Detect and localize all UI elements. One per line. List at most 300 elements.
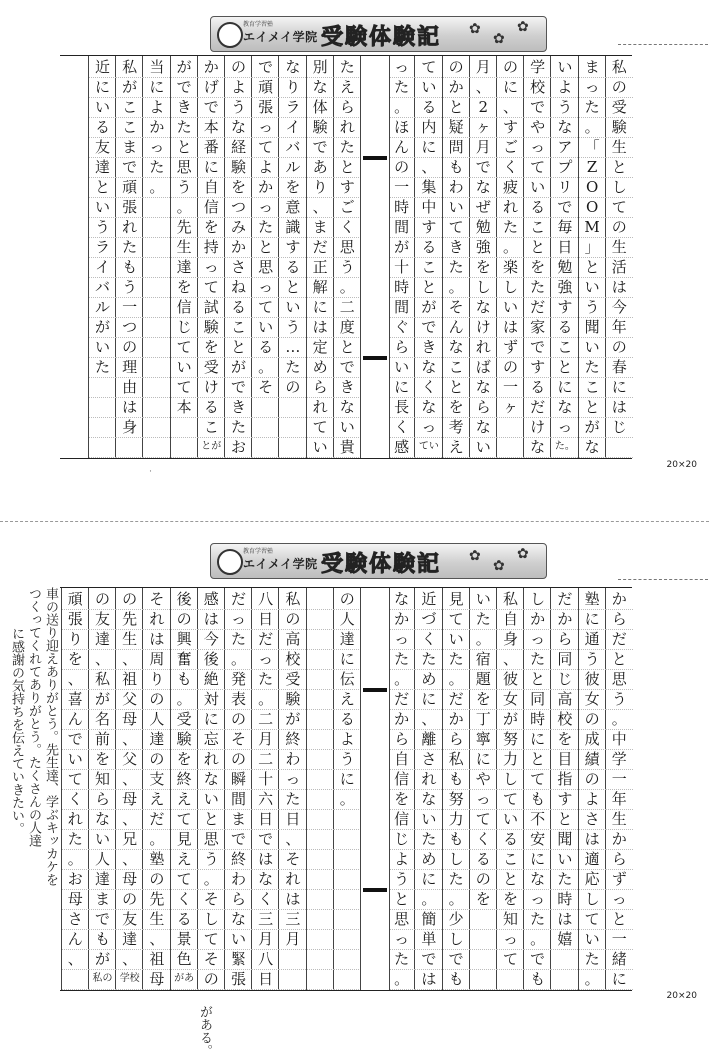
manuscript-cell: 試 [198, 297, 225, 318]
manuscript-cell: 本 [171, 397, 198, 418]
manuscript-cell: 終 [225, 849, 252, 870]
manuscript-cell: 一 [388, 177, 415, 198]
manuscript-cell: こ [551, 337, 578, 358]
manuscript-cell: 、 [415, 157, 442, 178]
school-logo-icon [217, 22, 243, 48]
manuscript-cell: 校 [279, 649, 306, 670]
manuscript-cell: ら [89, 789, 116, 810]
manuscript-cell: て [62, 769, 89, 790]
manuscript-cell: 時 [388, 197, 415, 218]
manuscript-cell: 周 [143, 649, 170, 670]
manuscript-cell: し [524, 589, 551, 610]
manuscript-cell: ま [307, 217, 334, 238]
manuscript-cell: 力 [443, 809, 470, 830]
manuscript-cell: 、 [415, 709, 442, 730]
manuscript-column [142, 588, 170, 990]
manuscript-cell: な [388, 589, 415, 610]
manuscript-cell: を [198, 217, 225, 238]
manuscript-cell [334, 949, 361, 970]
manuscript-cell: 今 [606, 297, 633, 318]
manuscript-cell: 伝 [334, 669, 361, 690]
manuscript-cell: じ [606, 417, 633, 438]
manuscript-cell: を [470, 257, 497, 278]
manuscript-cell: て [171, 337, 198, 358]
manuscript-cell: う [334, 749, 361, 770]
manuscript-cell: 張 [62, 609, 89, 630]
page-title: 受験体験記 [321, 25, 442, 50]
manuscript-cell: 、 [116, 769, 143, 790]
manuscript-cell: れ [307, 397, 334, 418]
manuscript-cell: 三 [279, 909, 306, 930]
manuscript-cell: た。 [551, 437, 578, 458]
manuscript-cell: と [579, 257, 606, 278]
manuscript-column [387, 588, 415, 990]
title-banner [210, 543, 547, 579]
manuscript-cell: で [443, 949, 470, 970]
manuscript-cell: 題 [470, 669, 497, 690]
manuscript-cell: た [334, 137, 361, 158]
manuscript-column [469, 588, 497, 990]
manuscript-cell: い [252, 317, 279, 338]
manuscript-cell: 年 [606, 317, 633, 338]
manuscript-cell: 二 [334, 297, 361, 318]
manuscript-cell: 日 [279, 809, 306, 830]
manuscript-cell: 友 [116, 909, 143, 930]
manuscript-cell: も [524, 789, 551, 810]
fold-tick [363, 356, 387, 360]
manuscript-cell: て [252, 297, 279, 318]
manuscript-cell: の [497, 57, 524, 78]
manuscript-cell: な [307, 77, 334, 98]
manuscript-cell: と [579, 397, 606, 418]
manuscript-cell: 母 [116, 869, 143, 890]
manuscript-cell: い [415, 77, 442, 98]
manuscript-cell: い [470, 589, 497, 610]
manuscript-cell: ル [279, 157, 306, 178]
manuscript-cell: の [171, 609, 198, 630]
manuscript-cell: 聞 [579, 317, 606, 338]
manuscript-cell: で [415, 317, 442, 338]
manuscript-cell: リ [551, 177, 578, 198]
manuscript-cell: う [334, 257, 361, 278]
manuscript-cell: 宿 [470, 649, 497, 670]
manuscript-cell: れ [497, 197, 524, 218]
essay-sheet-page-1 [0, 0, 709, 520]
manuscript-cell: と [334, 157, 361, 178]
manuscript-cell: ら [307, 377, 334, 398]
manuscript-cell: も [116, 257, 143, 278]
manuscript-cell: じ [388, 829, 415, 850]
manuscript-cell: に [334, 649, 361, 670]
manuscript-cell: は [279, 889, 306, 910]
manuscript-cell: き [171, 97, 198, 118]
manuscript-cell: を [443, 397, 470, 418]
manuscript-cell: こ [116, 97, 143, 118]
manuscript-cell: う [388, 869, 415, 890]
manuscript-cell: た [579, 97, 606, 118]
manuscript-cell: は [415, 969, 442, 990]
manuscript-cell: ぜ [470, 197, 497, 218]
manuscript-cell [307, 589, 334, 610]
manuscript-cell: ル [89, 297, 116, 318]
manuscript-cell: 体 [307, 97, 334, 118]
manuscript-cell [143, 277, 170, 298]
manuscript-cell: く [388, 417, 415, 438]
manuscript-cell: 同 [524, 689, 551, 710]
manuscript-cell: た [443, 869, 470, 890]
manuscript-cell: は [551, 909, 578, 930]
manuscript-cell: 。 [579, 117, 606, 138]
manuscript-cell: っ [225, 609, 252, 630]
manuscript-cell: 頑 [116, 177, 143, 198]
manuscript-cell: 、 [470, 77, 497, 98]
manuscript-cell: 、 [89, 649, 116, 670]
manuscript-cell: え [171, 849, 198, 870]
date-line [618, 44, 708, 45]
manuscript-column [442, 588, 470, 990]
manuscript-cell: 貴 [334, 437, 361, 458]
manuscript-cell: り [279, 77, 306, 98]
manuscript-cell: 思 [334, 237, 361, 258]
manuscript-cell: っ [252, 277, 279, 298]
manuscript-cell: と [524, 237, 551, 258]
manuscript-cell: る [470, 849, 497, 870]
manuscript-cell: 。 [171, 197, 198, 218]
manuscript-cell: に [143, 77, 170, 98]
manuscript-cell: ず [606, 869, 633, 890]
manuscript-cell: 、 [116, 649, 143, 670]
manuscript-cell [252, 397, 279, 418]
manuscript-cell: 達 [143, 729, 170, 750]
manuscript-cell: た [415, 829, 442, 850]
manuscript-cell: も [171, 669, 198, 690]
manuscript-cell: え [171, 789, 198, 810]
manuscript-cell: れ [279, 869, 306, 890]
manuscript-cell: 高 [551, 689, 578, 710]
manuscript-cell: 張 [252, 97, 279, 118]
manuscript-grid [60, 587, 632, 991]
manuscript-cell: ん [62, 929, 89, 950]
manuscript-cell: の [116, 589, 143, 610]
manuscript-cell: と [198, 809, 225, 830]
manuscript-cell: は [252, 849, 279, 870]
manuscript-cell: 「 [579, 137, 606, 158]
manuscript-cell: 私の [89, 969, 116, 990]
manuscript-cell: よ [334, 729, 361, 750]
manuscript-cell: い [225, 929, 252, 950]
manuscript-cell: さ [62, 909, 89, 930]
manuscript-cell: と [606, 649, 633, 670]
manuscript-cell: ら [388, 729, 415, 750]
manuscript-cell: や [524, 117, 551, 138]
manuscript-cell: だ [143, 809, 170, 830]
manuscript-cell: ん [443, 317, 470, 338]
manuscript-cell: の [334, 589, 361, 610]
manuscript-cell: を [388, 789, 415, 810]
manuscript-cell: 。 [334, 277, 361, 298]
manuscript-cell [143, 377, 170, 398]
manuscript-cell: の [143, 749, 170, 770]
manuscript-cell: 十 [252, 769, 279, 790]
manuscript-cell: っ [143, 137, 170, 158]
manuscript-cell: 。 [171, 689, 198, 710]
manuscript-column [88, 588, 116, 990]
manuscript-cell: る [415, 97, 442, 118]
manuscript-cell: る [497, 829, 524, 850]
manuscript-cell: れ [470, 337, 497, 358]
manuscript-cell [307, 729, 334, 750]
manuscript-cell [307, 789, 334, 810]
manuscript-cell [470, 929, 497, 950]
manuscript-cell: う [579, 649, 606, 670]
manuscript-column [523, 56, 551, 458]
manuscript-cell: は [307, 317, 334, 338]
manuscript-cell: 喜 [62, 689, 89, 710]
manuscript-cell [334, 909, 361, 930]
manuscript-cell: て [524, 157, 551, 178]
manuscript-cell: 父 [116, 749, 143, 770]
manuscript-cell: い [89, 197, 116, 218]
manuscript-cell: ラ [279, 97, 306, 118]
manuscript-cell: 強 [470, 237, 497, 258]
manuscript-cell [307, 949, 334, 970]
manuscript-cell: で [415, 949, 442, 970]
manuscript-cell: こ [443, 357, 470, 378]
center-fold [360, 588, 390, 990]
manuscript-cell [143, 337, 170, 358]
manuscript-cell: 自 [497, 609, 524, 630]
manuscript-cell: れ [198, 749, 225, 770]
manuscript-cell: 通 [579, 629, 606, 650]
manuscript-cell: の [225, 57, 252, 78]
manuscript-cell: 見 [171, 829, 198, 850]
manuscript-cell: な [470, 377, 497, 398]
margin-note-line: に感謝の気持ちを伝えていきたい。 [9, 627, 24, 835]
manuscript-cell: は [116, 397, 143, 418]
manuscript-cell: で [252, 57, 279, 78]
manuscript-cell: を [225, 177, 252, 198]
manuscript-column [278, 56, 306, 458]
manuscript-cell: こ [497, 849, 524, 870]
manuscript-cell: え [334, 77, 361, 98]
manuscript-cell: あ [307, 157, 334, 178]
manuscript-cell: 終 [279, 729, 306, 750]
manuscript-cell: 度 [334, 317, 361, 338]
manuscript-cell: 先 [143, 889, 170, 910]
manuscript-cell: そ [198, 889, 225, 910]
manuscript-cell: な [579, 437, 606, 458]
manuscript-cell: く [415, 629, 442, 650]
manuscript-cell: は [497, 317, 524, 338]
manuscript-cell [279, 417, 306, 438]
manuscript-cell: た [279, 789, 306, 810]
manuscript-cell: 二 [252, 709, 279, 730]
manuscript-cell: 当 [143, 57, 170, 78]
manuscript-cell: 思 [198, 829, 225, 850]
manuscript-cell: に [198, 157, 225, 178]
manuscript-cell: る [279, 257, 306, 278]
manuscript-cell: 知 [497, 909, 524, 930]
manuscript-cell: 。 [388, 97, 415, 118]
manuscript-cell: わ [279, 749, 306, 770]
stray-mark: ˙ [148, 470, 153, 481]
manuscript-cell: の [225, 709, 252, 730]
manuscript-cell: そ [198, 949, 225, 970]
manuscript-cell: た [225, 417, 252, 438]
manuscript-cell: な [279, 57, 306, 78]
manuscript-cell: ん [388, 137, 415, 158]
manuscript-cell: ら [606, 849, 633, 870]
manuscript-column [170, 588, 198, 990]
manuscript-cell: す [334, 177, 361, 198]
manuscript-cell: に [415, 137, 442, 158]
manuscript-cell: の [116, 337, 143, 358]
manuscript-cell: 験 [198, 317, 225, 338]
manuscript-cell: 問 [443, 137, 470, 158]
manuscript-cell: 。 [252, 689, 279, 710]
manuscript-cell: 前 [89, 729, 116, 750]
manuscript-cell: 友 [89, 609, 116, 630]
fold-tick [363, 888, 387, 892]
fold-tick [363, 156, 387, 160]
manuscript-cell: 。 [198, 869, 225, 890]
page-separator [0, 521, 709, 522]
manuscript-cell: な [415, 789, 442, 810]
manuscript-cell: 。 [334, 789, 361, 810]
manuscript-cell: に [606, 969, 633, 990]
manuscript-cell: な [470, 297, 497, 318]
manuscript-cell: き [415, 337, 442, 358]
manuscript-cell: な [225, 117, 252, 138]
manuscript-cell: 塾 [143, 849, 170, 870]
manuscript-cell: っ [252, 117, 279, 138]
manuscript-cell: 簡 [415, 909, 442, 930]
manuscript-cell: り [143, 669, 170, 690]
manuscript-cell: 学 [524, 57, 551, 78]
manuscript-cell: こ [198, 417, 225, 438]
manuscript-column [550, 56, 578, 458]
manuscript-cell [334, 969, 361, 990]
manuscript-cell: ア [551, 137, 578, 158]
manuscript-cell: た [334, 57, 361, 78]
logo-name: エイメイ学院 [243, 557, 318, 571]
manuscript-column [224, 588, 252, 990]
manuscript-cell [143, 217, 170, 238]
manuscript-cell: る [334, 709, 361, 730]
manuscript-cell: と [89, 177, 116, 198]
manuscript-cell: ら [470, 397, 497, 418]
manuscript-cell: か [198, 57, 225, 78]
manuscript-cell: そ [225, 729, 252, 750]
manuscript-cell: て [443, 609, 470, 630]
manuscript-cell: で [89, 909, 116, 930]
manuscript-cell: っ [415, 417, 442, 438]
manuscript-cell: た [579, 949, 606, 970]
manuscript-cell: て [443, 217, 470, 238]
manuscript-cell: く [415, 377, 442, 398]
manuscript-cell: 達 [171, 257, 198, 278]
manuscript-cell: 月 [252, 729, 279, 750]
manuscript-cell: 達 [89, 629, 116, 650]
manuscript-cell: を [470, 689, 497, 710]
manuscript-cell: よ [143, 97, 170, 118]
manuscript-cell: 思 [388, 909, 415, 930]
manuscript-cell: れ [334, 117, 361, 138]
manuscript-cell [143, 257, 170, 278]
manuscript-cell: 名 [89, 709, 116, 730]
manuscript-cell: 身 [116, 417, 143, 438]
manuscript-cell: の [497, 357, 524, 378]
manuscript-cell: う [606, 689, 633, 710]
manuscript-cell: 。 [497, 237, 524, 258]
manuscript-cell: つ [225, 197, 252, 218]
manuscript-cell: の [116, 889, 143, 910]
manuscript-cell: 。 [606, 709, 633, 730]
manuscript-cell: の [279, 377, 306, 398]
manuscript-cell: く [334, 217, 361, 238]
manuscript-cell: て [198, 929, 225, 950]
manuscript-cell: 。 [524, 929, 551, 950]
manuscript-column [496, 56, 524, 458]
manuscript-cell: 私 [606, 57, 633, 78]
manuscript-cell: て [497, 789, 524, 810]
manuscript-cell: の [388, 157, 415, 178]
manuscript-cell: が [497, 709, 524, 730]
manuscript-cell: 私 [443, 749, 470, 770]
manuscript-cell: な [470, 417, 497, 438]
manuscript-cell: 績 [579, 749, 606, 770]
manuscript-cell [334, 829, 361, 850]
manuscript-cell: 春 [606, 357, 633, 378]
manuscript-cell: 思 [171, 157, 198, 178]
manuscript-cell: る [252, 337, 279, 358]
manuscript-cell: や [470, 769, 497, 790]
manuscript-cell [497, 969, 524, 990]
manuscript-cell: っ [551, 417, 578, 438]
manuscript-cell [143, 197, 170, 218]
manuscript-cell: 、 [116, 949, 143, 970]
manuscript-cell: 験 [279, 689, 306, 710]
manuscript-cell: 母 [62, 889, 89, 910]
manuscript-cell: お [225, 437, 252, 458]
manuscript-cell: 力 [497, 749, 524, 770]
manuscript-cell [307, 709, 334, 730]
manuscript-cell: 努 [497, 729, 524, 750]
manuscript-cell: 十 [388, 257, 415, 278]
manuscript-cell: る [89, 117, 116, 138]
manuscript-cell: お [62, 869, 89, 890]
manuscript-cell: の [470, 869, 497, 890]
manuscript-cell: た [252, 217, 279, 238]
manuscript-cell: た [252, 669, 279, 690]
manuscript-cell: 同 [551, 649, 578, 670]
manuscript-cell: っ [497, 929, 524, 950]
manuscript-cell: 離 [415, 729, 442, 750]
manuscript-cell: 毎 [551, 217, 578, 238]
manuscript-cell [307, 649, 334, 670]
manuscript-cell [279, 437, 306, 458]
manuscript-cell: 彼 [497, 669, 524, 690]
manuscript-cell: 知 [89, 769, 116, 790]
manuscript-cell: 塾 [579, 589, 606, 610]
manuscript-cell: も [443, 829, 470, 850]
manuscript-cell: わ [225, 869, 252, 890]
manuscript-cell: 勉 [551, 257, 578, 278]
manuscript-cell: 家 [524, 317, 551, 338]
manuscript-cell: の [89, 589, 116, 610]
manuscript-cell: 景 [171, 929, 198, 950]
manuscript-cell: よ [551, 77, 578, 98]
